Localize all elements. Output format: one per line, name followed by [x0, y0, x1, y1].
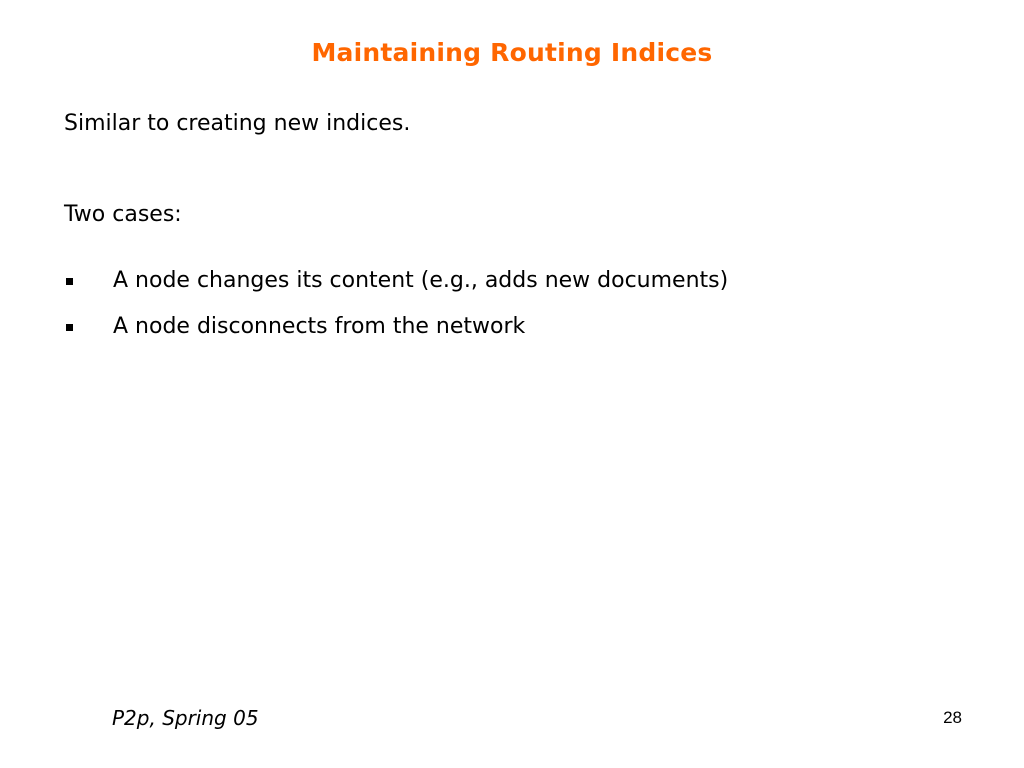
intro-paragraph: Similar to creating new indices.: [64, 111, 411, 136]
bullet-text: A node disconnects from the network: [113, 314, 526, 339]
footer-course-label: P2p, Spring 05: [112, 706, 259, 730]
cases-heading: Two cases:: [64, 202, 182, 227]
square-bullet-icon: [66, 278, 73, 285]
square-bullet-icon: [66, 324, 73, 331]
slide-title: Maintaining Routing Indices: [311, 38, 713, 67]
page-number: 28: [943, 708, 962, 727]
bullet-text: A node changes its content (e.g., adds new documents): [113, 268, 729, 293]
